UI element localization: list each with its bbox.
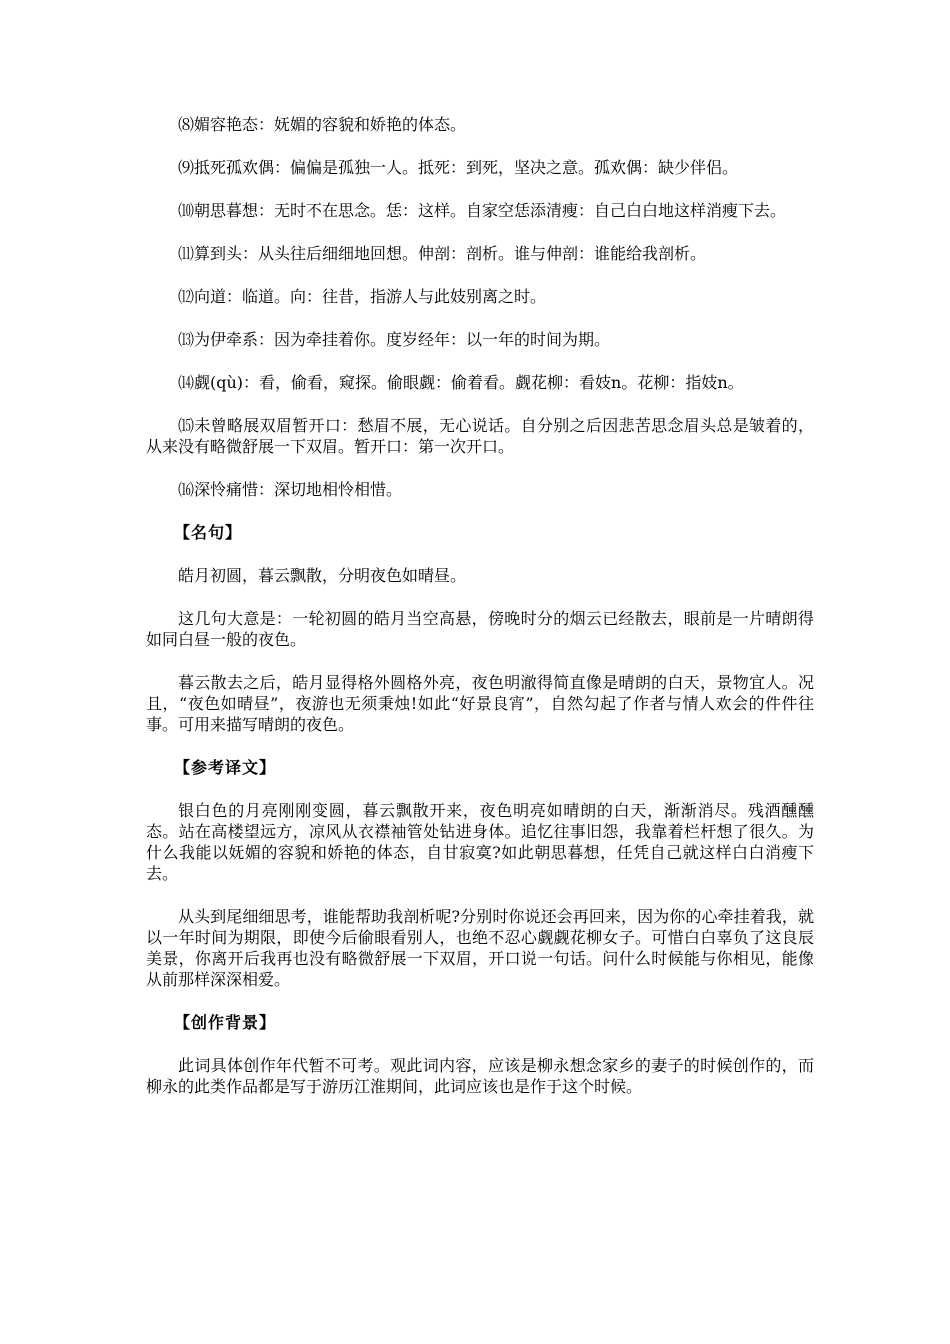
famous-appreciation: 暮云散去之后，皓月显得格外圆格外亮，夜色明澈得简直像是晴朗的白天，景物宜人。况且，“夜色如晴昼”，夜游也无须秉烛!如此“好景良宵”，自然勾起了作者与情人欢会的件件往事。可用来描写晴朗的夜色。 xyxy=(146,673,814,734)
note-9: ⑼抵死孤欢偶：偏偏是孤独一人。抵死：到死，坚决之意。孤欢偶：缺少伴侣。 xyxy=(178,158,739,177)
translation-heading: 【参考译文】 xyxy=(174,758,277,777)
note-8: ⑻媚容艳态：妩媚的容貌和娇艳的体态。 xyxy=(178,115,467,134)
note-11: ⑾算到头：从头往后细细地回想。伸剖：剖析。谁与伸剖：谁能给我剖析。 xyxy=(178,244,707,263)
famous-meaning: 这几句大意是：一轮初圆的皓月当空高悬，傍晚时分的烟云已经散去，眼前是一片晴朗得如同白昼一般的夜色。 xyxy=(146,609,814,649)
background-heading: 【创作背景】 xyxy=(174,1013,277,1032)
document-body xyxy=(146,114,814,1097)
famous-lines-heading: 【名句】 xyxy=(174,523,243,542)
note-14: ⒁觑(qù)：看，偷看，窥探。偷眼觑：偷着看。觑花柳：看妓n。花柳：指妓n。 xyxy=(178,373,744,392)
note-13: ⒀为伊牵系：因为牵挂着你。度岁经年：以一年的时间为期。 xyxy=(178,330,611,349)
famous-line: 皓月初圆，暮云飘散，分明夜色如晴昼。 xyxy=(178,566,467,585)
note-12: ⑿向道：临道。向：往昔，指游人与此妓别离之时。 xyxy=(178,287,547,306)
translation-paragraph-1: 银白色的月亮刚刚变圆，暮云飘散开来，夜色明亮如晴朗的白天，渐渐消尽。残酒醺醺态。站在高楼望远方，凉风从衣襟袖管处钻进身体。追忆往事旧怨，我靠着栏杆想了很久。为什么我能以妩媚的容貌和娇艳的体态，自甘寂寞?如此朝思暮想，任凭自己就这样白白消瘦下去。 xyxy=(146,801,814,883)
note-10: ⑽朝思暮想：无时不在思念。恁：这样。自家空恁添清瘦：自己白白地这样消瘦下去。 xyxy=(178,201,787,220)
note-16: ⒃深怜痛惜：深切地相怜相惜。 xyxy=(178,480,403,499)
translation-paragraph-2: 从头到尾细细思考，谁能帮助我剖析呢?分别时你说还会再回来，因为你的心牵挂着我，就以一年时间为期限，即使今后偷眼看别人，也绝不忍心觑觑花柳女子。可惜白白辜负了这良辰美景，你离开后我再也没有略微舒展一下双眉，开口说一句话。问什么时候能与你相见，能像从前那样深深相爱。 xyxy=(146,907,814,989)
background-paragraph: 此词具体创作年代暂不可考。观此词内容，应该是柳永想念家乡的妻子的时候创作的，而柳永的此类作品都是写于游历江淮期间，此词应该也是作于这个时候。 xyxy=(146,1056,814,1096)
note-15: ⒂未曾略展双眉暂开口：愁眉不展，无心说话。自分别之后因悲苦思念眉头总是皱着的，从来没有略微舒展一下双眉。暂开口：第一次开口。 xyxy=(146,416,814,456)
